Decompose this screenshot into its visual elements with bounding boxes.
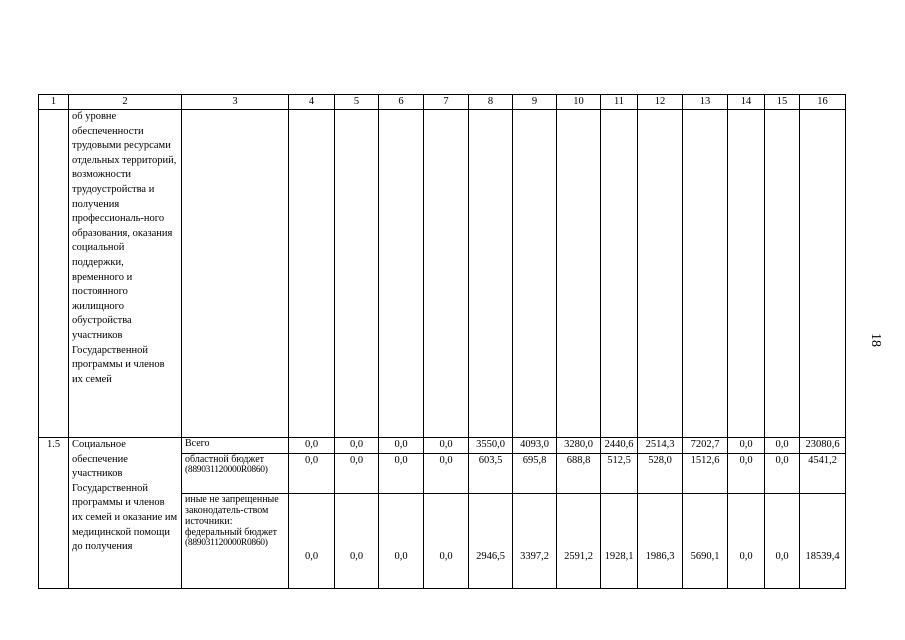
value-cell: 603,5	[469, 453, 513, 493]
continuation-row	[39, 110, 846, 438]
source-label: Всего	[182, 438, 289, 454]
source-label	[182, 453, 289, 493]
value-cell: 0,0	[728, 438, 765, 454]
value-cell: 0,0	[728, 453, 765, 493]
header-cell: 15	[765, 95, 800, 110]
value-cell: 1928,1	[601, 493, 638, 588]
value-cell: 512,5	[601, 453, 638, 493]
value-cell: 688,8	[557, 453, 601, 493]
table-cell	[557, 110, 601, 438]
table-cell	[513, 110, 557, 438]
value-cell: 2514,3	[638, 438, 683, 454]
value-cell: 0,0	[765, 493, 800, 588]
value-cell: 0,0	[728, 493, 765, 588]
value-cell: 0,0	[289, 493, 335, 588]
source-name: областной бюджет	[185, 453, 265, 465]
table-cell	[182, 110, 289, 438]
value-cell: 3397,2	[513, 493, 557, 588]
table-cell	[424, 110, 469, 438]
table-cell	[601, 110, 638, 438]
header-cell: 12	[638, 95, 683, 110]
row-number: 1.5	[39, 438, 69, 589]
header-cell: 11	[601, 95, 638, 110]
header-cell: 6	[379, 95, 424, 110]
value-cell: 695,8	[513, 453, 557, 493]
source-label	[182, 493, 289, 588]
header-cell: 3	[182, 95, 289, 110]
header-cell: 2	[69, 95, 182, 110]
value-cell: 1512,6	[683, 453, 728, 493]
row-name: Социальное обеспечение участников Государственной программы и членов их семей и оказание им медицинской помощи до получения	[69, 438, 182, 589]
value-cell: 7202,7	[683, 438, 728, 454]
header-cell: 8	[469, 95, 513, 110]
value-cell: 1986,3	[638, 493, 683, 588]
value-cell: 2440,6	[601, 438, 638, 454]
header-cell: 14	[728, 95, 765, 110]
table-cell	[800, 110, 846, 438]
value-cell: 528,0	[638, 453, 683, 493]
table-cell	[39, 110, 69, 438]
table-cell	[765, 110, 800, 438]
value-cell: 0,0	[765, 438, 800, 454]
header-cell: 9	[513, 95, 557, 110]
header-cell: 4	[289, 95, 335, 110]
continuation-text: об уровне обеспеченности трудовыми ресурсами отдельных территорий, возможности трудоустройства и получения профессиональ-ного образования, оказания социальной поддержки, временного и постоянного жилищного обустройства участников Государственной программы и членов их семей	[69, 110, 182, 438]
total-row	[39, 438, 846, 454]
value-cell: 0,0	[289, 438, 335, 454]
value-cell: 4541,2	[800, 453, 846, 493]
table-cell	[469, 110, 513, 438]
page-number: 18	[868, 333, 883, 347]
value-cell: 0,0	[379, 493, 424, 588]
table-cell	[683, 110, 728, 438]
value-cell: 2591,2	[557, 493, 601, 588]
value-cell: 23080,6	[800, 438, 846, 454]
value-cell: 18539,4	[800, 493, 846, 588]
value-cell: 0,0	[379, 453, 424, 493]
value-cell: 0,0	[765, 453, 800, 493]
table-cell	[728, 110, 765, 438]
value-cell: 5690,1	[683, 493, 728, 588]
budget-code: (889031120000R0860)	[185, 537, 268, 548]
header-cell: 16	[800, 95, 846, 110]
table-cell	[335, 110, 379, 438]
value-cell: 0,0	[289, 453, 335, 493]
value-cell: 0,0	[424, 438, 469, 454]
table-cell	[638, 110, 683, 438]
header-cell: 7	[424, 95, 469, 110]
value-cell: 0,0	[335, 493, 379, 588]
budget-code: (889031120000R0860)	[185, 464, 268, 475]
header-cell: 5	[335, 95, 379, 110]
table-cell	[379, 110, 424, 438]
value-cell: 4093,0	[513, 438, 557, 454]
budget-table	[38, 94, 846, 589]
value-cell: 0,0	[424, 493, 469, 588]
table-cell	[289, 110, 335, 438]
value-cell: 3550,0	[469, 438, 513, 454]
value-cell: 0,0	[335, 453, 379, 493]
value-cell: 0,0	[335, 438, 379, 454]
value-cell: 2946,5	[469, 493, 513, 588]
value-cell: 0,0	[424, 453, 469, 493]
header-cell: 10	[557, 95, 601, 110]
value-cell: 0,0	[379, 438, 424, 454]
value-cell: 3280,0	[557, 438, 601, 454]
header-cell: 1	[39, 95, 69, 110]
source-name: иные не запрещенные законодатель-ством источники: федеральный бюджет	[185, 493, 279, 538]
header-row	[39, 95, 846, 110]
header-cell: 13	[683, 95, 728, 110]
